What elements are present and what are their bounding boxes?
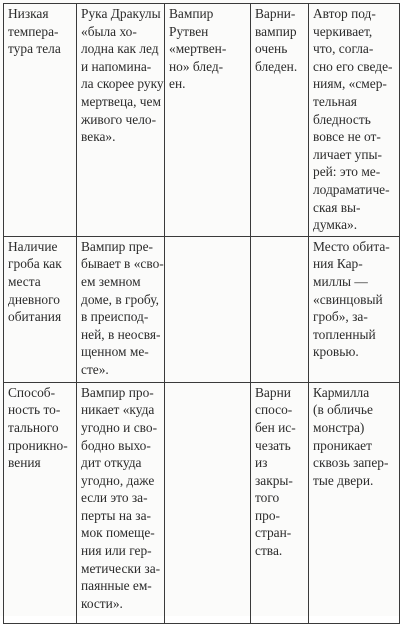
cell-text-line: ем земном [81,273,141,289]
table-cell [165,4,251,237]
row-header-cell [4,236,77,382]
cell-text-line: мертвеца, чем [81,93,161,109]
cell-text-line: ней, в неосвя- [81,326,161,342]
cell-text-line: перты на за- [81,507,151,523]
table-cell [251,236,309,382]
cell-text-line: дит откуда [81,455,142,471]
cell-text-line: кости». [81,595,123,611]
cell-text-line: Варни [255,384,291,400]
table-cell [77,236,165,382]
cell-text-line: сквозь запер- [313,455,389,471]
cell-text-line: обитания [8,309,62,325]
row-header-cell [4,382,77,623]
cell-text-line: ла скорее руку [81,76,164,92]
cell-text-line: ность то- [8,402,61,418]
cell-text-line: вения [8,455,41,471]
table-row [4,382,400,623]
cell-text-line: никает «куда [81,402,155,418]
table-cell [309,382,400,623]
cell-text-line: миллы — [313,273,368,289]
cell-text-line: тура тела [8,41,61,57]
cell-text-line: ния Кар- [313,256,363,272]
table-cell [309,236,400,382]
cell-text-line: в преиспод- [81,309,149,325]
cell-text-line: и напомина- [81,58,152,74]
cell-text-line: ства. [255,543,283,559]
cell-text-line: проникно- [8,437,68,453]
cell-text-line: темпера- [8,23,59,39]
cell-text-line: бен ис- [255,419,296,435]
cell-text-line: очень [255,41,288,57]
cell-text-line: гроб», за- [313,309,368,325]
cell-text-line: бывает в «сво- [81,256,164,272]
cell-text-line: думка». [313,217,358,233]
cell-text-line: ния или гер- [81,543,152,559]
cell-text-line: живого чело- [81,111,157,127]
cell-text-line: черкивает, [313,23,373,39]
cell-text-line: Вампир [169,6,214,21]
cell-text-line: вовсе не от- [313,129,381,145]
cell-text-line: «мертвен- [169,41,227,57]
cell-text-line: что, согла- [313,41,374,57]
cell-text-line: сте». [81,361,109,377]
cell-text-line: места [8,273,41,289]
table-row [4,4,400,237]
cell-text-line: про- [255,507,281,523]
cell-text-line: «была хо- [81,23,137,39]
cell-text-line: бодно выхо- [81,437,151,453]
cell-text-line: «свинцовый [313,291,383,307]
cell-text-line: спосо- [255,402,293,418]
cell-text-line: кровью. [313,344,359,360]
cell-text-line: проникает [313,437,372,453]
cell-text-line: паянные ем- [81,578,152,594]
cell-text-line: тального [8,419,59,435]
cell-text-line: бледность [313,111,371,127]
cell-text-line: дневного [8,291,60,307]
cell-text-line: чезать [255,437,291,453]
table-cell [77,4,165,237]
cell-text-line: гроба как [8,256,62,272]
cell-text-line: Кармилла [313,384,370,400]
cell-text-line: если это за- [81,490,148,506]
cell-text-line: метически за- [81,560,161,576]
cell-text-line: но» блед- [169,58,224,74]
comparison-table [3,3,400,624]
cell-text-line: ская вы- [313,199,361,215]
cell-text-line: Рутвен [169,23,209,39]
cell-text-line: Вампир пре- [81,238,153,254]
cell-text-line: тые двери. [313,472,374,488]
cell-text-line: ен. [169,76,186,92]
table-cell [251,382,309,623]
cell-text-line: топленный [313,326,376,342]
cell-text-line: ниям, «смер- [313,76,387,92]
cell-text-line: бледен. [255,58,298,74]
table-row [4,236,400,382]
cell-text-line: Низкая [8,6,49,21]
cell-text-line: мок помеще- [81,525,155,541]
cell-text-line: рей: это ме- [313,164,381,180]
table-cell [165,382,251,623]
cell-text-line: Автор под- [313,6,376,21]
cell-text-line: угодно и сво- [81,419,158,435]
cell-text-line: доме, в гробу, [81,291,159,307]
cell-text-line: личает упы- [313,146,382,162]
row-header-cell [4,4,77,237]
cell-text-line: лодраматиче- [313,181,390,197]
cell-text-line: закры- [255,472,293,488]
cell-text-line: тельная [313,93,357,109]
cell-text-line: Наличие [8,238,58,254]
cell-text-line: Рука Дракулы [81,6,161,21]
table-cell [251,4,309,237]
cell-text-line: (в обличье [313,402,373,418]
cell-text-line: Варни- [255,6,296,21]
cell-text-line: века». [81,129,116,145]
cell-text-line: Место обита- [313,238,390,254]
cell-text-line: лодна как лед [81,41,159,57]
cell-text-line: угодно, даже [81,472,155,488]
cell-text-line: монстра) [313,419,365,435]
cell-text-line: Способ- [8,384,56,400]
cell-text-line: вампир [255,23,297,39]
cell-text-line: из [255,455,268,471]
cell-text-line: того [255,490,280,506]
table-cell [77,382,165,623]
table-cell [309,4,400,237]
cell-text-line: щенном ме- [81,344,149,360]
cell-text-line: Вампир про- [81,384,154,400]
cell-text-line: сно его сведе- [313,58,393,74]
table-cell [165,236,251,382]
cell-text-line: стран- [255,525,292,541]
